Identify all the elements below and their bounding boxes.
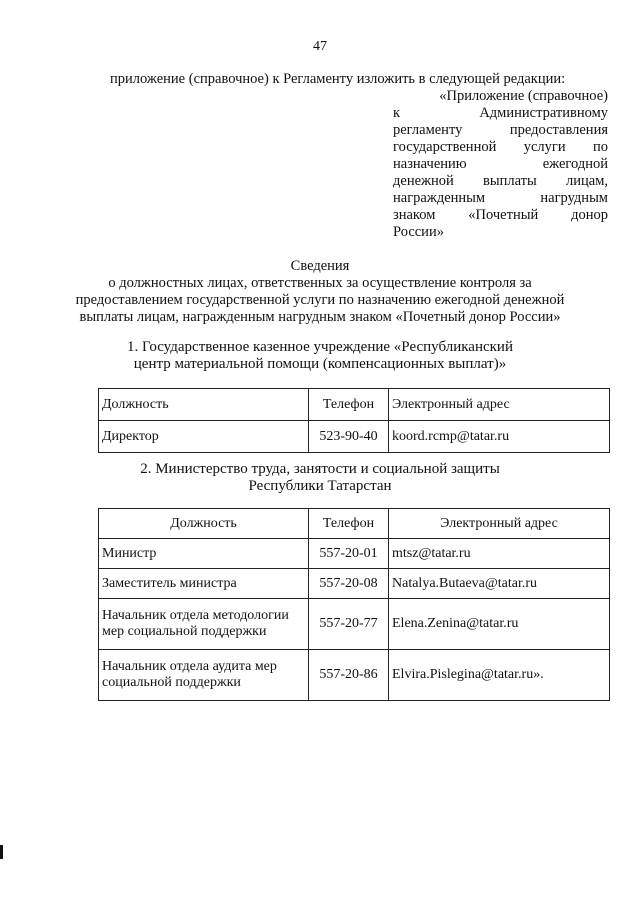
- document-subtitle-line: предоставлением государственной услуги по назначению ежегодной денежной: [75, 292, 565, 308]
- appendix-note-line: России»: [393, 224, 444, 240]
- document-subtitle: [0, 275, 640, 326]
- position-cell: Директор: [99, 421, 309, 453]
- table-header-row: [99, 509, 610, 539]
- document-title-text: Сведения: [290, 258, 350, 274]
- column-header-position: Должность: [99, 509, 309, 539]
- column-header-email: Электронный адрес: [389, 389, 610, 421]
- table-row: [99, 599, 610, 650]
- position-cell: Министр: [99, 539, 309, 569]
- phone-cell: 557-20-86: [309, 650, 389, 701]
- document-subtitle-line: о должностных лицах, ответственных за осуществление контроля за: [108, 275, 532, 291]
- email-cell: Natalya.Butaeva@tatar.ru: [389, 569, 610, 599]
- position-cell: Начальник отдела методологии мер социальной поддержки: [99, 599, 309, 650]
- appendix-note-line: регламенту предоставления: [393, 122, 608, 138]
- appendix-note-line: знаком «Почетный донор: [393, 207, 608, 223]
- table-row: [99, 539, 610, 569]
- table-header-row: [99, 389, 610, 421]
- column-header-phone: Телефон: [309, 389, 389, 421]
- org1-heading-line: 1. Государственное казенное учреждение «Республиканский: [127, 339, 513, 355]
- email-cell: Elena.Zenina@tatar.ru: [389, 599, 610, 650]
- appendix-note-line: награжденным нагрудным: [393, 190, 608, 206]
- position-cell: Заместитель министра: [99, 569, 309, 599]
- appendix-note-line: денежной выплаты лицам,: [393, 173, 608, 189]
- email-cell: mtsz@tatar.ru: [389, 539, 610, 569]
- table-row: [99, 650, 610, 701]
- org1-heading-line: центр материальной помощи (компенсационных выплат)»: [133, 356, 507, 372]
- intro-line: приложение (справочное) к Регламенту изложить в следующей редакции:: [110, 71, 566, 87]
- org1-heading: [0, 339, 640, 373]
- org2-heading-line: 2. Министерство труда, занятости и социальной защиты: [140, 461, 500, 477]
- org2-contacts-table: [98, 508, 610, 701]
- appendix-note-line: назначению ежегодной: [393, 156, 608, 172]
- appendix-note-line: к Административному: [393, 105, 608, 121]
- scan-edge-mark: [0, 845, 3, 859]
- org2-heading: [0, 461, 640, 495]
- page-number: 47: [313, 39, 327, 54]
- table-row: [99, 421, 610, 453]
- phone-cell: 557-20-08: [309, 569, 389, 599]
- org2-heading-line: Республики Татарстан: [248, 478, 392, 494]
- document-subtitle-line: выплаты лицам, награжденным нагрудным знаком «Почетный донор России»: [79, 309, 561, 325]
- appendix-note: [393, 88, 608, 241]
- org1-contacts-table: [98, 388, 610, 453]
- phone-cell: 557-20-77: [309, 599, 389, 650]
- document-title: [0, 258, 640, 275]
- email-cell: Elvira.Pislegina@tatar.ru».: [389, 650, 610, 701]
- table-row: [99, 569, 610, 599]
- phone-cell: 557-20-01: [309, 539, 389, 569]
- appendix-note-line: государственной услуги по: [393, 139, 608, 155]
- phone-cell: 523-90-40: [309, 421, 389, 453]
- appendix-note-line: «Приложение (справочное): [439, 88, 608, 104]
- column-header-position: Должность: [99, 389, 309, 421]
- column-header-phone: Телефон: [309, 509, 389, 539]
- email-cell: koord.rcmp@tatar.ru: [389, 421, 610, 453]
- position-cell: Начальник отдела аудита мер социальной поддержки: [99, 650, 309, 701]
- column-header-email: Электронный адрес: [389, 509, 610, 539]
